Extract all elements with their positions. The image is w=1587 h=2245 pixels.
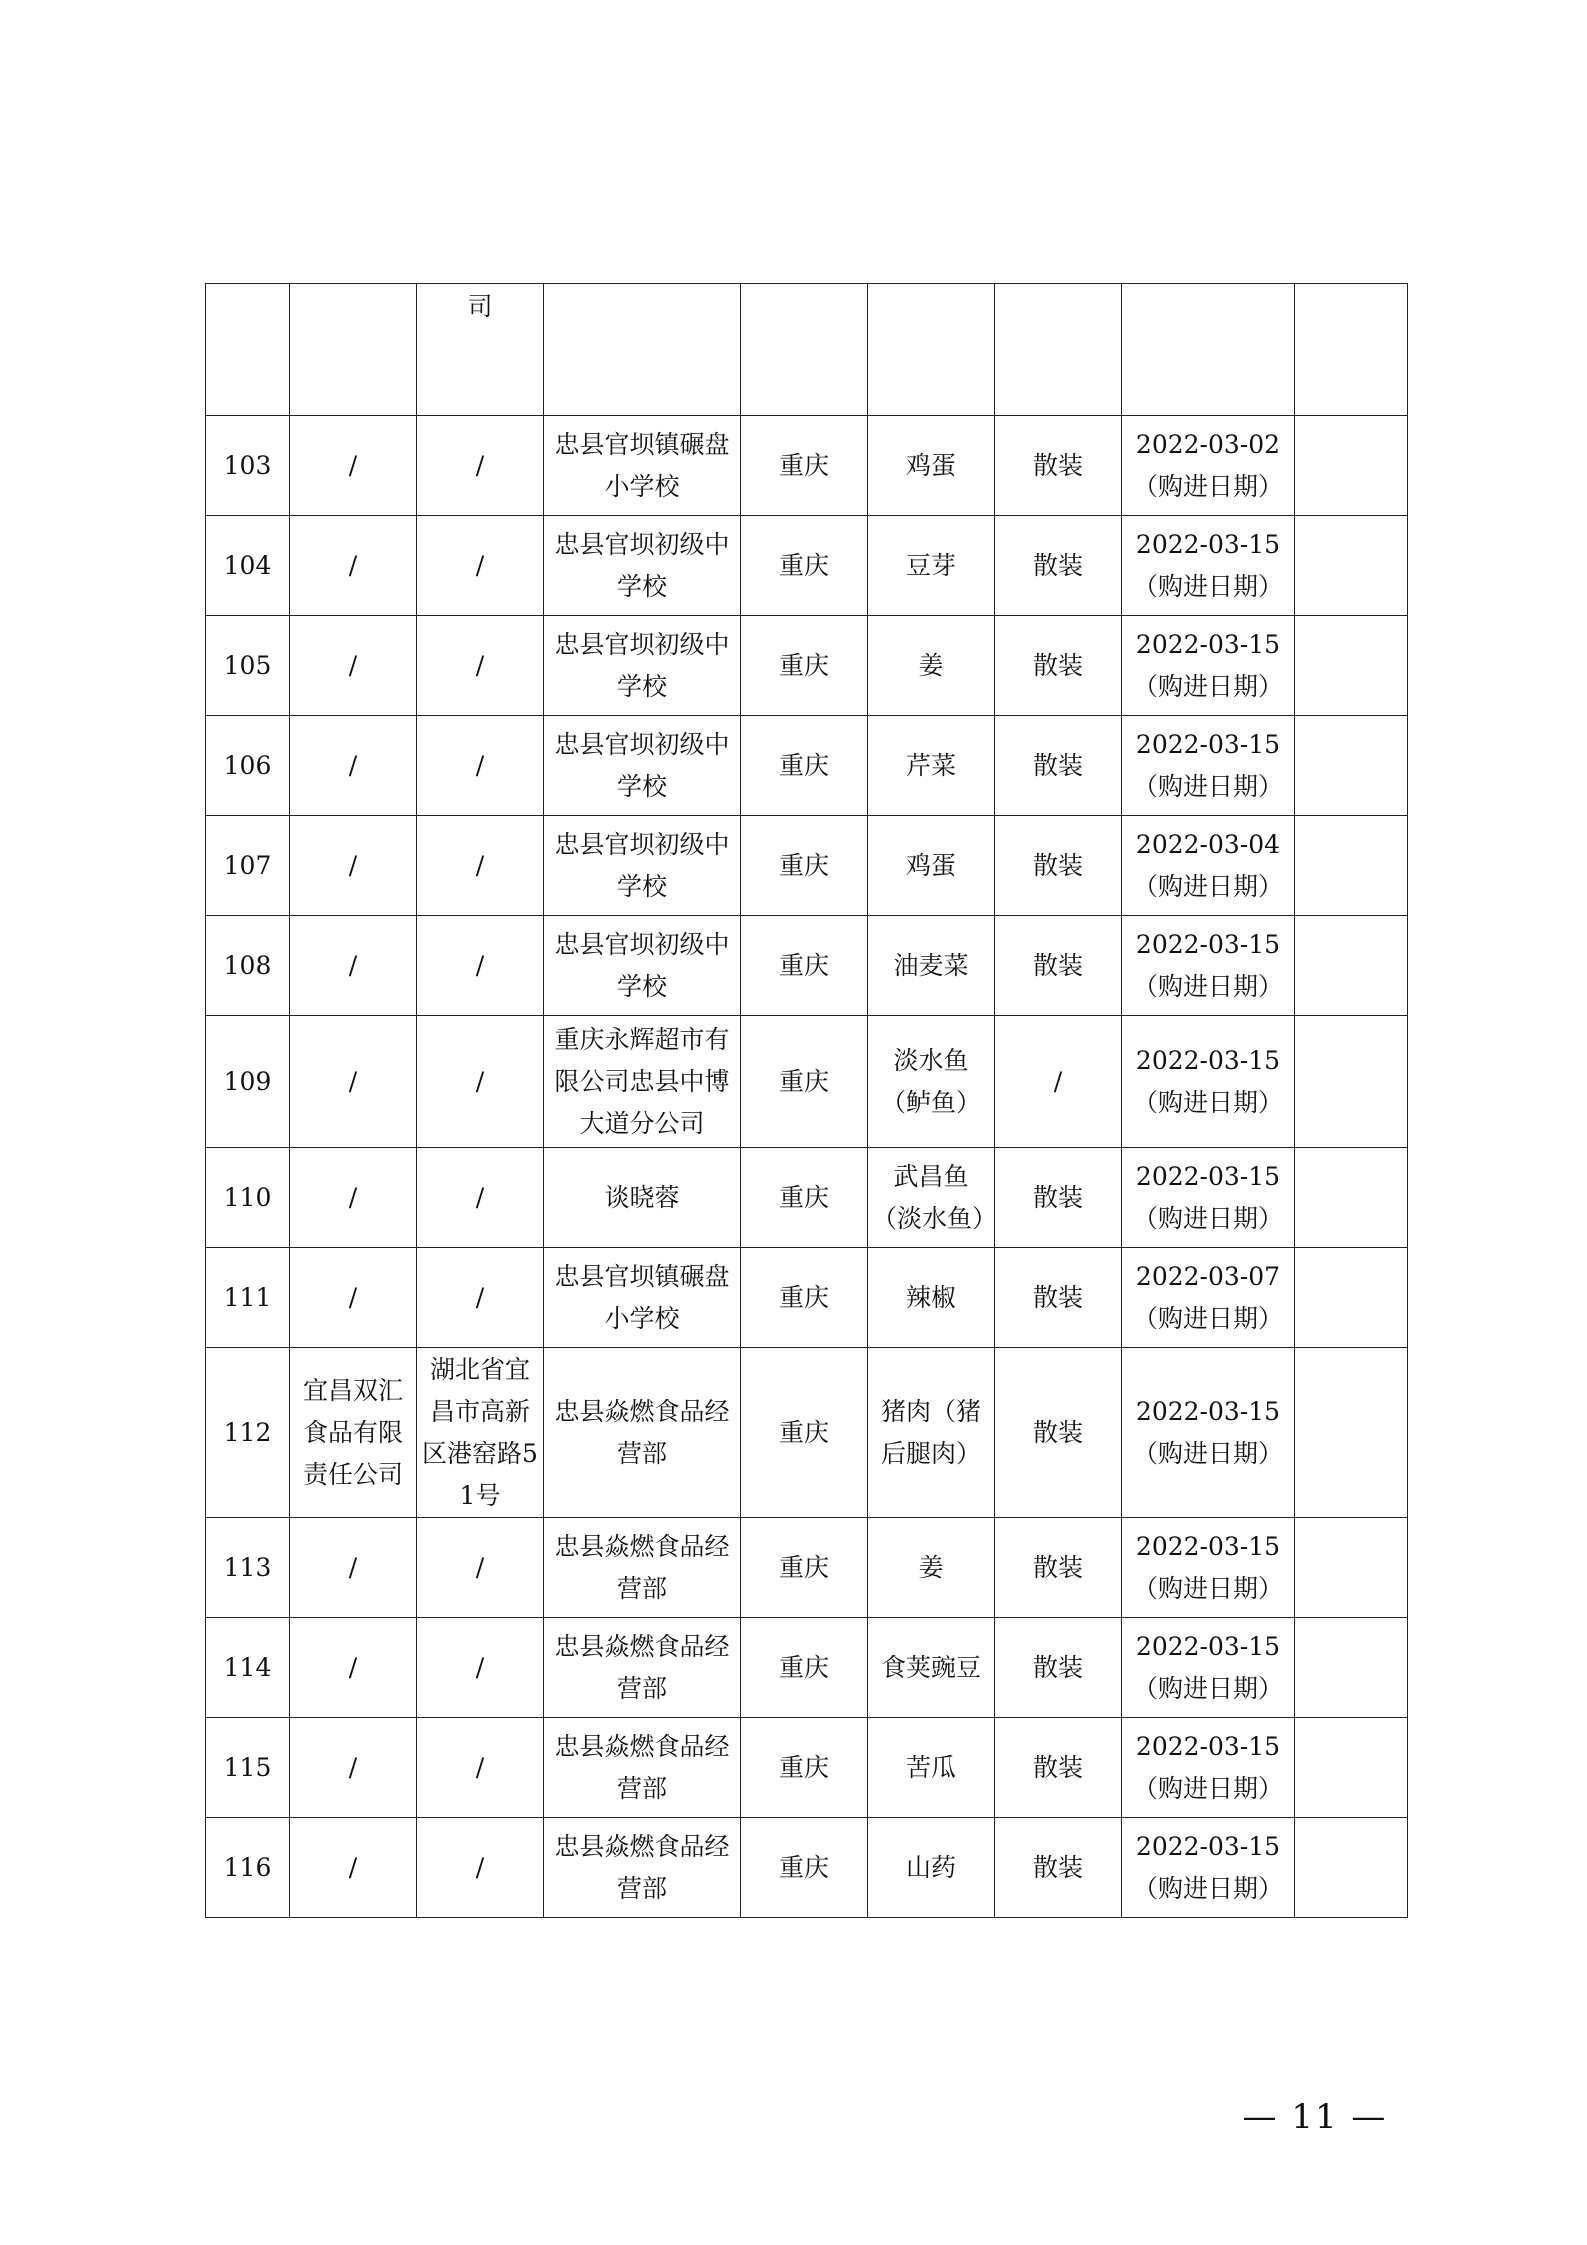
table-row [206, 716, 1408, 816]
date-cell [1122, 284, 1295, 416]
manufacturer-cell: / [290, 516, 417, 616]
spec-cell: 散装 [995, 816, 1122, 916]
manufacturer-address-cell: / [417, 1248, 544, 1348]
date-cell: 2022-03-15 （购进日期） [1122, 1016, 1295, 1148]
region-cell: 重庆 [741, 1348, 868, 1518]
serial-no-cell: 107 [206, 816, 290, 916]
spec-cell: 散装 [995, 916, 1122, 1016]
remark-cell [1295, 1618, 1408, 1718]
table-row [206, 816, 1408, 916]
food-name-cell [868, 284, 995, 416]
serial-no-cell: 113 [206, 1518, 290, 1618]
food-name-cell: 辣椒 [868, 1248, 995, 1348]
spec-cell: 散装 [995, 1248, 1122, 1348]
table-row [206, 1518, 1408, 1618]
remark-cell [1295, 1818, 1408, 1918]
spec-cell: 散装 [995, 1718, 1122, 1818]
date-cell: 2022-03-02 （购进日期） [1122, 416, 1295, 516]
serial-no-cell: 104 [206, 516, 290, 616]
serial-no-cell: 114 [206, 1618, 290, 1718]
serial-no-cell: 103 [206, 416, 290, 516]
sampled-unit-cell: 谈晓蓉 [544, 1148, 741, 1248]
manufacturer-address-cell: / [417, 1016, 544, 1148]
sampled-unit-cell: 忠县官坝初级中学校 [544, 816, 741, 916]
manufacturer-address-cell: / [417, 1618, 544, 1718]
remark-cell [1295, 616, 1408, 716]
region-cell: 重庆 [741, 716, 868, 816]
food-name-cell: 豆芽 [868, 516, 995, 616]
remark-cell [1295, 516, 1408, 616]
region-cell: 重庆 [741, 1618, 868, 1718]
serial-no-cell: 116 [206, 1818, 290, 1918]
date-cell: 2022-03-15 （购进日期） [1122, 1718, 1295, 1818]
food-name-cell: 油麦菜 [868, 916, 995, 1016]
manufacturer-cell: / [290, 1518, 417, 1618]
date-cell: 2022-03-15 （购进日期） [1122, 1348, 1295, 1518]
sampled-unit-cell: 重庆永辉超市有限公司忠县中博大道分公司 [544, 1016, 741, 1148]
food-name-cell: 姜 [868, 616, 995, 716]
manufacturer-cell: / [290, 1016, 417, 1148]
manufacturer-cell: 宜昌双汇食品有限责任公司 [290, 1348, 417, 1518]
manufacturer-address-cell: / [417, 1818, 544, 1918]
manufacturer-cell: / [290, 1148, 417, 1248]
date-cell: 2022-03-07 （购进日期） [1122, 1248, 1295, 1348]
date-cell: 2022-03-15 （购进日期） [1122, 716, 1295, 816]
table-body [206, 284, 1408, 1918]
manufacturer-address-cell: 司 [417, 284, 544, 416]
region-cell: 重庆 [741, 816, 868, 916]
date-cell: 2022-03-15 （购进日期） [1122, 1618, 1295, 1718]
region-cell: 重庆 [741, 1518, 868, 1618]
manufacturer-cell: / [290, 1248, 417, 1348]
spec-cell: 散装 [995, 1518, 1122, 1618]
manufacturer-cell [290, 284, 417, 416]
page-number: — 11 — [1242, 2097, 1388, 2137]
sampled-unit-cell: 忠县官坝镇碾盘小学校 [544, 1248, 741, 1348]
table-row [206, 1016, 1408, 1148]
manufacturer-address-cell: / [417, 716, 544, 816]
sampling-table [205, 283, 1408, 1918]
spec-cell: 散装 [995, 416, 1122, 516]
date-cell: 2022-03-15 （购进日期） [1122, 1148, 1295, 1248]
region-cell: 重庆 [741, 616, 868, 716]
remark-cell [1295, 1148, 1408, 1248]
remark-cell [1295, 1718, 1408, 1818]
table-row [206, 1248, 1408, 1348]
date-cell: 2022-03-15 （购进日期） [1122, 1818, 1295, 1918]
serial-no-cell: 106 [206, 716, 290, 816]
manufacturer-address-cell: / [417, 416, 544, 516]
region-cell: 重庆 [741, 1248, 868, 1348]
remark-cell [1295, 716, 1408, 816]
food-name-cell: 山药 [868, 1818, 995, 1918]
sampled-unit-cell: 忠县官坝初级中学校 [544, 616, 741, 716]
food-name-cell: 姜 [868, 1518, 995, 1618]
manufacturer-cell: / [290, 416, 417, 516]
sampled-unit-cell [544, 284, 741, 416]
manufacturer-address-cell: / [417, 916, 544, 1016]
table-row [206, 916, 1408, 1016]
manufacturer-cell: / [290, 716, 417, 816]
manufacturer-cell: / [290, 916, 417, 1016]
table-row [206, 1348, 1408, 1518]
region-cell [741, 284, 868, 416]
manufacturer-cell: / [290, 1818, 417, 1918]
serial-no-cell: 111 [206, 1248, 290, 1348]
table-row [206, 416, 1408, 516]
sampled-unit-cell: 忠县焱燃食品经营部 [544, 1718, 741, 1818]
serial-no-cell: 115 [206, 1718, 290, 1818]
serial-no-cell: 110 [206, 1148, 290, 1248]
remark-cell [1295, 916, 1408, 1016]
manufacturer-address-cell: / [417, 1148, 544, 1248]
date-cell: 2022-03-15 （购进日期） [1122, 1518, 1295, 1618]
serial-no-cell: 108 [206, 916, 290, 1016]
region-cell: 重庆 [741, 1016, 868, 1148]
spec-cell: 散装 [995, 716, 1122, 816]
food-name-cell: 猪肉（猪后腿肉） [868, 1348, 995, 1518]
table-row [206, 1718, 1408, 1818]
food-name-cell: 淡水鱼（鲈鱼） [868, 1016, 995, 1148]
spec-cell: 散装 [995, 1348, 1122, 1518]
remark-cell [1295, 416, 1408, 516]
table-row [206, 1148, 1408, 1248]
serial-no-cell: 105 [206, 616, 290, 716]
region-cell: 重庆 [741, 416, 868, 516]
manufacturer-address-cell: / [417, 816, 544, 916]
region-cell: 重庆 [741, 1718, 868, 1818]
food-name-cell: 苦瓜 [868, 1718, 995, 1818]
date-cell: 2022-03-15 （购进日期） [1122, 516, 1295, 616]
serial-no-cell [206, 284, 290, 416]
manufacturer-cell: / [290, 816, 417, 916]
manufacturer-address-cell: / [417, 516, 544, 616]
food-name-cell: 鸡蛋 [868, 416, 995, 516]
sampled-unit-cell: 忠县官坝初级中学校 [544, 516, 741, 616]
continuation-row [206, 284, 1408, 416]
region-cell: 重庆 [741, 516, 868, 616]
table-row [206, 516, 1408, 616]
food-name-cell: 食荚豌豆 [868, 1618, 995, 1718]
spec-cell: 散装 [995, 516, 1122, 616]
serial-no-cell: 112 [206, 1348, 290, 1518]
manufacturer-address-cell: / [417, 616, 544, 716]
date-cell: 2022-03-04 （购进日期） [1122, 816, 1295, 916]
manufacturer-cell: / [290, 1618, 417, 1718]
manufacturer-address-cell: 湖北省宜昌市高新区港窑路51号 [417, 1348, 544, 1518]
serial-no-cell: 109 [206, 1016, 290, 1148]
date-cell: 2022-03-15 （购进日期） [1122, 916, 1295, 1016]
sampled-unit-cell: 忠县焱燃食品经营部 [544, 1618, 741, 1718]
sampled-unit-cell: 忠县焱燃食品经营部 [544, 1818, 741, 1918]
sampled-unit-cell: 忠县官坝初级中学校 [544, 716, 741, 816]
remark-cell [1295, 816, 1408, 916]
sampled-unit-cell: 忠县焱燃食品经营部 [544, 1348, 741, 1518]
spec-cell: 散装 [995, 1818, 1122, 1918]
food-name-cell: 武昌鱼（淡水鱼） [868, 1148, 995, 1248]
table-row [206, 1818, 1408, 1918]
food-name-cell: 鸡蛋 [868, 816, 995, 916]
manufacturer-address-cell: / [417, 1718, 544, 1818]
remark-cell [1295, 284, 1408, 416]
manufacturer-cell: / [290, 616, 417, 716]
region-cell: 重庆 [741, 1818, 868, 1918]
sampled-unit-cell: 忠县官坝镇碾盘小学校 [544, 416, 741, 516]
food-name-cell: 芹菜 [868, 716, 995, 816]
spec-cell: 散装 [995, 1618, 1122, 1718]
spec-cell [995, 284, 1122, 416]
table-row [206, 616, 1408, 716]
remark-cell [1295, 1518, 1408, 1618]
remark-cell [1295, 1248, 1408, 1348]
remark-cell [1295, 1016, 1408, 1148]
spec-cell: 散装 [995, 1148, 1122, 1248]
table-row [206, 1618, 1408, 1718]
region-cell: 重庆 [741, 1148, 868, 1248]
sampled-unit-cell: 忠县焱燃食品经营部 [544, 1518, 741, 1618]
spec-cell: / [995, 1016, 1122, 1148]
spec-cell: 散装 [995, 616, 1122, 716]
remark-cell [1295, 1348, 1408, 1518]
region-cell: 重庆 [741, 916, 868, 1016]
date-cell: 2022-03-15 （购进日期） [1122, 616, 1295, 716]
manufacturer-cell: / [290, 1718, 417, 1818]
manufacturer-address-cell: / [417, 1518, 544, 1618]
sampled-unit-cell: 忠县官坝初级中学校 [544, 916, 741, 1016]
